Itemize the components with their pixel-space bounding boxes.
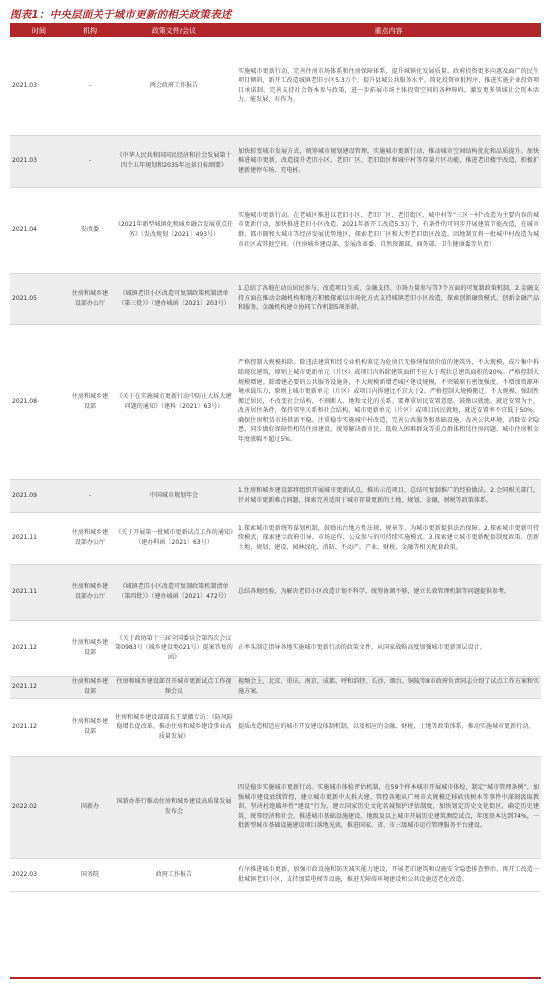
row-content: 严格控制大规模拆除。除违法建筑和经专业机构鉴定为危房且无修缮保留价值的建筑外，不大规模、成片集中拆除现状建筑，原则上城市更新单元（片区）或项目内拆除建筑面积不应大于现状总建筑面积的20%。严格控制大规模增建。除增建必要的公共服务设施外，不大规模新增老城区建设规模，不突破原有密度强度，不增加资源环境承载压力，原则上城市更新单元（片区）或项目内拆建比不宜大于2。严格控制大规模搬迁。不大规模、强制性搬迁居民，不改变社会结构，不割断人、地和文化的关系。要尊重居民安置意愿，鼓励以就地、就近安置为主，改善居住条件，保持邻里关系和社会结构，城市更新单元（片区）或项目居民就地、就近安置率不宜低于50%。确保住房租赁市场供需平稳。注重稳步实施城中村改造，完善公共服务和基础设施，改善公共环境，消除安全隐患，同步做好保障性租赁住房建设，统筹解决新市民、低收入困难群众等重点群体租赁住房问题，城市住房租金年度涨幅不超过5%。 [236,324,541,479]
row-doc: 政府工作报告 [112,858,236,891]
row-org: 住房和城乡建设部办公厅 [68,273,112,324]
row-org: 住房和城乡建设部办公厅 [68,564,112,620]
row-org: - [68,37,112,135]
row-time: 2021.03 [10,37,68,135]
table-row [10,479,541,512]
table-row [10,564,541,620]
row-org: 住房和城乡建设部 [68,620,112,676]
table-row [10,324,541,479]
table-row [10,512,541,564]
row-time: 2022.02 [10,756,68,858]
row-content: 总结各地经验，为解决老旧小区改造计划不科学、统筹协调不够、建立长效管理机制等问题提供参考。 [236,564,541,620]
row-org: 国新办 [68,756,112,858]
bottom-rule [10,977,541,979]
row-org: 国务院 [68,858,112,891]
row-org: 发改委 [68,187,112,273]
row-time: 2021.12 [10,620,68,676]
row-time: 2021.11 [10,564,68,620]
row-time: 2022.03 [10,858,68,891]
table-row [10,37,541,135]
row-content: 提质改造相适应的城市开发建设体制机制，以及相应的金融、财税、土地等政策体系，推动实施城市更新行动。 [236,698,541,756]
table-row [10,676,541,698]
row-doc: 《关于政协第十三届全国委员会第四次会议第0983号（城乡建设类021号）提案答复的函》 [112,620,236,676]
row-content: 有序推进城市更新，加强市政设施和防灾减灾能力建设，开展老旧建筑和设施安全隐患排查整治，再开工改造一批城镇老旧小区，支持加装电梯等设施，推进无障碍环境建设和公共设施适老化改造。 [236,858,541,891]
table-body [10,37,541,891]
table-row [10,756,541,858]
row-time: 2021.09 [10,479,68,512]
row-content: 1.总结了各地在动员居民参与、改造项目生成、金融支持、市场力量参与等7个方面的可复制政策机制，2.金融支持方面在推动金融机构和地方积极探索以市场化方式支持城镇老旧小区改造，探索创新融资模式、创新金融产品和服务、金融机构建立协同工作机制5项举措。 [236,273,541,324]
chart-title: 图表1：中央层面关于城市更新的相关政策表述 [10,9,232,21]
policy-table [10,25,541,892]
row-time: 2021.08 [10,324,68,479]
row-content: 正率头制定指导各地实施城市更新行动的政策文件，从国家战略高度加强城市更新顶层设计。 [236,620,541,676]
header-content: 重点内容 [236,25,541,37]
row-doc: 《城镇老旧小区改造可复制政策机制清单（第四批）》（建办城函〔2021〕472号） [112,564,236,620]
row-content: 1.探索城市更新统筹谋划机制，鼓励出台地方性法规、规章等，为城市更新提供法治保障。2.探索城市更新可持续模式，探索建立政府引导、市场运作、公众参与的可持续实施模式。3.探索建立城市更新配套制度政策。创新土地、规划、建设、园林绿化、消防、不动产、产业、财税、金融等相关配套政策。 [236,512,541,564]
row-content: 实施城市更新行动，完善住房市场体系和住房保障体系，提升城镇化发展质量。政府投资更多向惠及面广的民生项目倾斜，新开工改造城镇老旧小区5.3万个，提升县城公共服务水平。简化投资审批程序，推进实施企业投资项目承诺制，完善支持社会资本参与政策，进一步拓展市场主体投资空间的各种障碍，激发更多领域社会资本活力，能发展，有作为。 [236,37,541,135]
row-org: - [68,135,112,187]
table-row [10,698,541,756]
row-content: 视频会上，北京、重庆、南京、成都、呼和浩特、长沙、烟台、铜陵等8市政府负责同志介绍了试点工作方案和实施方案。 [236,676,541,698]
row-doc: 两会政府工作报告 [112,37,236,135]
header-doc: 政策文件/会议 [112,25,236,37]
row-doc: 《城镇老旧小区改造可复制政策机制清单（第三批）》（建办城函〔2021〕203号） [112,273,236,324]
row-content: 加快转变城市发展方式，统筹城市规划建设管理，实施城市更新行动，推动城市空间结构优化和品质提升。加快推进城市更新，改造提升老旧小区、老旧厂区、老旧街区和城中村等存量片区功能，推进老旧楼宇改造，积极扩建新建停车场、充电桩。 [236,135,541,187]
row-time: 2021.05 [10,273,68,324]
row-doc: 住房和城乡建设部部长王蒙徽专访：《防风险稳增长促改革，推动住房和城乡建设事业高质量发展》 [112,698,236,756]
row-content: 实施城市更新行动。在老城区推进以老旧小区、老旧厂区、老旧街区、城中村等“三区一村”改造为主要内容的城市更新行动，加快推进老旧小区改造，2021年新开工改造5.3万个，有条件的可同步开展建筑节能改造，在城市群、都市圈和大城市等经济发展优势地区，探索老旧厂区和大型老旧街区改造。因地制宜将一批城中村改造为城市社区或其他空间。（住房城乡建设部、发展改革委、自然资源部、商务部、卫生健康委等负责） [236,187,541,273]
row-doc: 国新办举行推动住房和城乡建设高质量发展发布会 [112,756,236,858]
row-doc: 《2021年新型城镇化和城乡融合发展重点任务》（发改规划〔2021〕493号） [112,187,236,273]
row-org: 住房和城乡建设部办公厅 [68,512,112,564]
row-doc: 《关于在实施城市更新行动中防止大拆大建问题的通知》（建科〔2021〕63号） [112,324,236,479]
row-org: - [68,479,112,512]
table-header-row [10,25,541,37]
table-row [10,858,541,891]
header-org: 机构 [68,25,112,37]
row-org: 住房和城乡建设部 [68,676,112,698]
row-time: 2021.03 [10,135,68,187]
row-doc: 《关于开展第一批城市更新试点工作的通知》（建办科函〔2021〕63号） [112,512,236,564]
table-row [10,273,541,324]
row-content: 1.住房和城乡建设部将组织开展城市更新试点，推出示范项目，总结可复制推广的经验做法。2.会同相关部门，针对城市更新难点问题，探索完善适用于城市存量更新的土地、规划、金融、财税等政策体系。 [236,479,541,512]
row-doc: 住房和城乡建设部召开城市更新试点工作视频会议 [112,676,236,698]
row-org: 住房和城乡建设部 [68,698,112,756]
row-time: 2021.12 [10,698,68,756]
row-doc: 中国城市规划年会 [112,479,236,512]
table-row [10,135,541,187]
row-content: 四是稳步实施城市更新行动。实施城市体检评估机制，在59个样本城市开展城市体检，制定“城市管理条例”，加强城市建设底线管控，建立城市更新中大拆大建、管控各地从广州市大规模迁移砍伐树木等事件中深刻汲取教训，坚决杜绝破坏性“建设”行为，建立国家历史文化名城保护评估制度，加快划定历史文化街区，确定历史建筑，统筹经济和社会，推进城市基础设施建设。地级及以上城市开展历史建筑测绘试点，年度基本达到74%，一批新型城市基础设施建设项目落地见效，推进国家、省、市三级城市运行管理服务平台建设。 [236,756,541,858]
row-doc: 《中华人民共和国国民经济和社会发展第十四个五年规划和2035年远景目标纲要》 [112,135,236,187]
table-row [10,620,541,676]
row-time: 2021.04 [10,187,68,273]
header-time: 时间 [10,25,68,37]
row-org: 住房和城乡建设部 [68,324,112,479]
table-row [10,187,541,273]
row-time: 2021.11 [10,512,68,564]
row-time: 2021.12 [10,676,68,698]
